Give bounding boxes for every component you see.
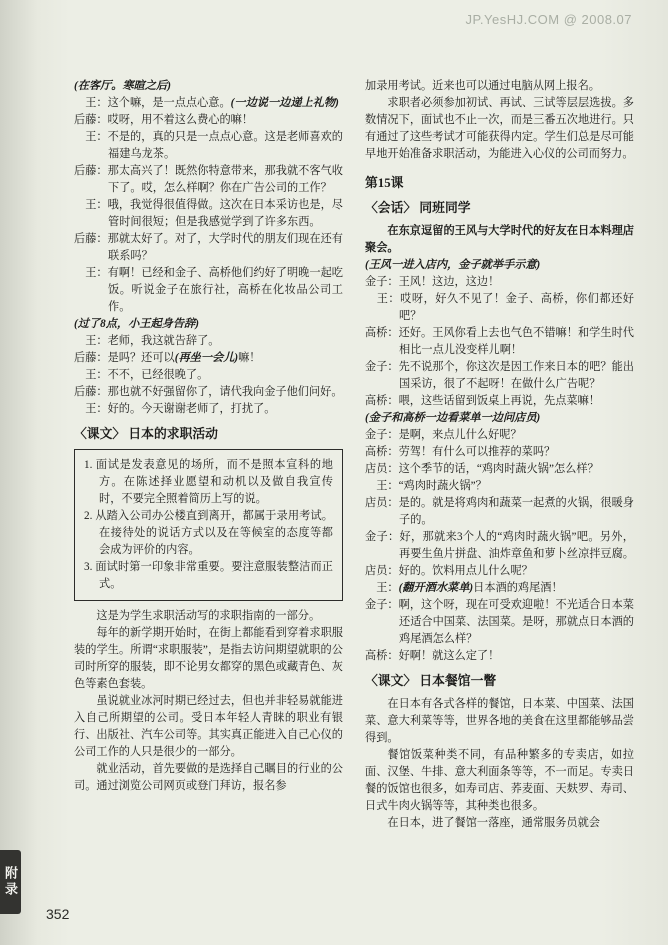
- dialogue-speaker: 王：: [74, 97, 108, 109]
- dialogue-line: [74, 129, 343, 163]
- dialogue-speaker: 高桥：: [365, 395, 399, 407]
- dialogue-line: [365, 648, 634, 665]
- body-paragraph: 在日本有各式各样的餐馆，日本菜、中国菜、法国菜、意大利菜等等，世界各地的美食在这里都能够品尝得到。: [365, 698, 634, 744]
- dialogue-line: [74, 367, 343, 384]
- body-paragraph: 每年的新学期开始时，在街上都能看到穿着求职服装的学生。所谓“求职服装”，是指去访问期望就职的公司时所穿的服装，即不论男女都穿的黑色或藏青色、灰色等素色套装。: [74, 627, 343, 690]
- dialogue-speaker: 后藤：: [74, 386, 108, 398]
- dialogue-speaker: 店员：: [365, 497, 399, 509]
- stage-direction: (王风一进入店内，金子就举手示意): [365, 259, 541, 271]
- dialogue-speaker: 王：: [365, 480, 399, 492]
- dialogue-speaker: 王：: [74, 267, 108, 279]
- section-heading: 〈会话〉 同班同学: [365, 201, 471, 215]
- section-heading: 〈课文〉 日本的求职活动: [74, 427, 218, 441]
- dialogue-text: 哎呀，用不着这么费心的嘛！: [107, 114, 254, 126]
- dialogue-speaker: 高桥：: [365, 650, 399, 662]
- dialogue-speaker: 王：: [74, 199, 108, 211]
- dialogue-text: 不不，已经很晚了。: [107, 369, 209, 381]
- dialogue-speaker: 后藤：: [74, 233, 108, 245]
- guideline-item: 1. 面试是发表意见的场所，而不是照本宣科的地方。在陈述择业愿望和动机以及做自我宣传时，不要完全照着简历上写的说。: [84, 459, 333, 505]
- dialogue-speaker: 后藤：: [74, 114, 108, 126]
- dialogue-text: 好的。饮料用点儿什么呢？: [398, 565, 533, 577]
- body-paragraph: 求职者必须参加初试、再试、三试等层层选拔。多数情况下，面试也不止一次，而是三番五次地进行。只有通过了这些考试才可能获得内定。学生们总是尽可能早地开始准备求职活动，为能进入心仪的公司而努力。: [365, 97, 634, 160]
- dialogue-text: 是的。就是将鸡肉和蔬菜一起煮的火锅，很暖身子的。: [398, 497, 634, 526]
- dialogue-line: [365, 461, 634, 478]
- body-paragraph: 这是为学生求职活动写的求职指南的一部分。: [96, 610, 321, 622]
- dialogue-line: [74, 333, 343, 350]
- dialogue-line: [365, 563, 634, 580]
- dialogue-text: 哦，我觉得很值得做。这次在日本采访也是，尽管时间很短；但是我感觉学到了许多东西。: [107, 199, 343, 228]
- dialogue-line: [74, 265, 343, 316]
- dialogue-speaker: 王：: [74, 335, 108, 347]
- lesson-heading: 第15课: [365, 176, 404, 190]
- dialogue-text: 啊，这个呀，现在可受欢迎啦！不光适合日本菜还适合中国菜、法国菜。是呀，那就点日本酒的鸡尾酒怎么样？: [398, 599, 634, 645]
- guideline-box: [74, 449, 343, 601]
- dialogue-speaker: 高桥：: [365, 327, 399, 339]
- dialogue-text: 有啊！已经和金子、高桥他们约好了明晚一起吃饭。听说金子在旅行社，高桥在化妆品公司工作。: [107, 267, 343, 313]
- left-column: [74, 78, 343, 832]
- guideline-item: 3. 面试时第一印象非常重要。要注意服装整洁而正式。: [84, 561, 333, 590]
- dialogue-line: [74, 401, 343, 418]
- dialogue-speaker: 王：: [365, 582, 399, 594]
- dialogue-text: 这个季节的话，“鸡肉时蔬火锅”怎么样？: [398, 463, 599, 475]
- dialogue-line: [365, 359, 634, 393]
- dialogue-text: 好，那就来3个人的“鸡肉时蔬火锅”吧。另外，再要生鱼片拼盘、油炸章鱼和萝卜丝凉拌豆腐。: [399, 531, 634, 560]
- body-paragraph: 在日本，进了餐馆一落座，通常服务员就会: [387, 817, 600, 829]
- guideline-item: 2. 从踏入公司办公楼直到离开，都属于录用考试。在接待处的说话方式以及在等候室的态度等都会成为评价的内容。: [84, 510, 333, 556]
- dialogue-text: 还好。王风你看上去也气色不错嘛！和学生时代相比一点儿没变样儿啊！: [398, 327, 634, 356]
- dialogue-text: “鸡肉时蔬火锅”？: [398, 480, 487, 492]
- dialogue-line: [74, 163, 343, 197]
- dialogue-line: [74, 350, 343, 367]
- dialogue-text: 哎呀，好久不见了！金子、高桥，你们都还好吧？: [399, 293, 634, 322]
- dialogue-speaker: 后藤：: [74, 165, 108, 177]
- dialogue-speaker: 王：: [74, 369, 108, 381]
- dialogue-text: 这个嘛，是一点点心意。: [107, 97, 231, 109]
- dialogue-speaker: 高桥：: [365, 446, 399, 458]
- dialogue-line: [365, 444, 634, 461]
- dialogue-text: 是吗？还可以: [107, 352, 175, 364]
- dialogue-line: [365, 325, 634, 359]
- dialogue-text: 日本酒的鸡尾酒！: [473, 582, 563, 594]
- dialogue-text: 王风！这边，这边！: [398, 276, 500, 288]
- dialogue-speaker: 店员：: [365, 565, 399, 577]
- stage-direction: (在客厅。寒暄之后): [74, 80, 171, 92]
- body-paragraph: 就业活动，首先要做的是选择自己瞩目的行业的公司。通过浏览公司网页或登门拜访，报名参: [74, 763, 343, 792]
- dialogue-text: 是啊，来点儿什么好呢？: [398, 429, 522, 441]
- dialogue-speaker: 金子：: [365, 531, 400, 543]
- inline-stage-direction: (一边说一边递上礼物): [230, 97, 339, 109]
- intro-paragraph: 在东京逗留的王风与大学时代的好友在日本料理店聚会。: [365, 225, 634, 254]
- dialogue-line: [365, 495, 634, 529]
- dialogue-speaker: 金子：: [365, 429, 399, 441]
- section-heading: 〈课文〉 日本餐馆一瞥: [365, 674, 497, 688]
- dialogue-line: [365, 393, 634, 410]
- dialogue-speaker: 金子：: [365, 599, 399, 611]
- dialogue-text: 不是的，真的只是一点点心意。这是老师喜欢的福建乌龙茶。: [107, 131, 343, 160]
- appendix-side-tab: 附录: [0, 850, 21, 914]
- dialogue-line: [365, 529, 634, 563]
- dialogue-line: [365, 597, 634, 648]
- dialogue-text: 那也就不好强留你了，请代我向金子他们问好。: [107, 386, 343, 398]
- stage-direction: (金子和高桥一边看菜单一边问店员): [365, 412, 541, 424]
- watermark: JP.YesHJ.COM @ 2008.07: [465, 12, 632, 27]
- dialogue-line: [74, 95, 343, 112]
- right-column: [365, 78, 634, 832]
- dialogue-speaker: 后藤：: [74, 352, 108, 364]
- dialogue-line: [365, 274, 634, 291]
- body-paragraph: 餐馆饭菜种类不同，有品种繁多的专卖店，如拉面、汉堡、牛排、意大利面条等等，不一而足。专卖日餐的饭馆也很多，如寿司店、荞麦面、天麸罗、寿司、日式牛肉火锅等等，其种类也很多。: [365, 749, 634, 812]
- dialogue-line: [74, 112, 343, 129]
- body-paragraph: 加录用考试。近来也可以通过电脑从网上报名。: [365, 80, 600, 92]
- dialogue-text: 先不说那个，你这次是因工作来日本的吧？能出国采访，很了不起呀！在做什么广告呢？: [398, 361, 634, 390]
- dialogue-text: 喂，这些话留到饭桌上再说，先点菜嘛！: [398, 395, 600, 407]
- dialogue-line: [74, 384, 343, 401]
- inline-stage-direction: (再坐一会儿): [174, 352, 239, 364]
- dialogue-line: [365, 291, 634, 325]
- dialogue-line: [74, 231, 343, 265]
- dialogue-text: 好的。今天谢谢老师了，打扰了。: [107, 403, 276, 415]
- dialogue-text: 劳驾！有什么可以推荐的菜吗？: [398, 446, 556, 458]
- dialogue-speaker: 王：: [74, 131, 108, 143]
- dialogue-speaker: 王：: [365, 293, 401, 305]
- dialogue-text: 嘛！: [238, 352, 261, 364]
- body-paragraph: 虽说就业冰河时期已经过去，但也并非轻易就能进入自己所期望的公司。受日本年轻人青睐的职业有银行、出版社、汽车公司等。其实真正能进入自己心仪的公司工作的人只是很少的一部分。: [74, 695, 343, 758]
- dialogue-speaker: 金子：: [365, 361, 399, 373]
- dialogue-line: [365, 580, 634, 597]
- stage-direction: (过了8点，小王起身告辞): [74, 318, 199, 330]
- dialogue-speaker: 王：: [74, 403, 108, 415]
- page-number: 352: [46, 906, 70, 922]
- dialogue-text: 那太高兴了！既然你特意带来，那我就不客气收下了。哎，怎么样啊？你在广告公司的工作？: [107, 165, 343, 194]
- page-columns: [74, 78, 634, 832]
- dialogue-text: 那就太好了。对了，大学时代的朋友们现在还有联系吗？: [107, 233, 343, 262]
- dialogue-line: [365, 427, 634, 444]
- dialogue-speaker: 店员：: [365, 463, 399, 475]
- dialogue-speaker: 金子：: [365, 276, 399, 288]
- dialogue-line: [365, 478, 634, 495]
- inline-stage-direction: (翻开酒水菜单): [398, 582, 474, 594]
- dialogue-text: 好啊！就这么定了！: [398, 650, 500, 662]
- dialogue-line: [74, 197, 343, 231]
- dialogue-text: 老师，我这就告辞了。: [107, 335, 220, 347]
